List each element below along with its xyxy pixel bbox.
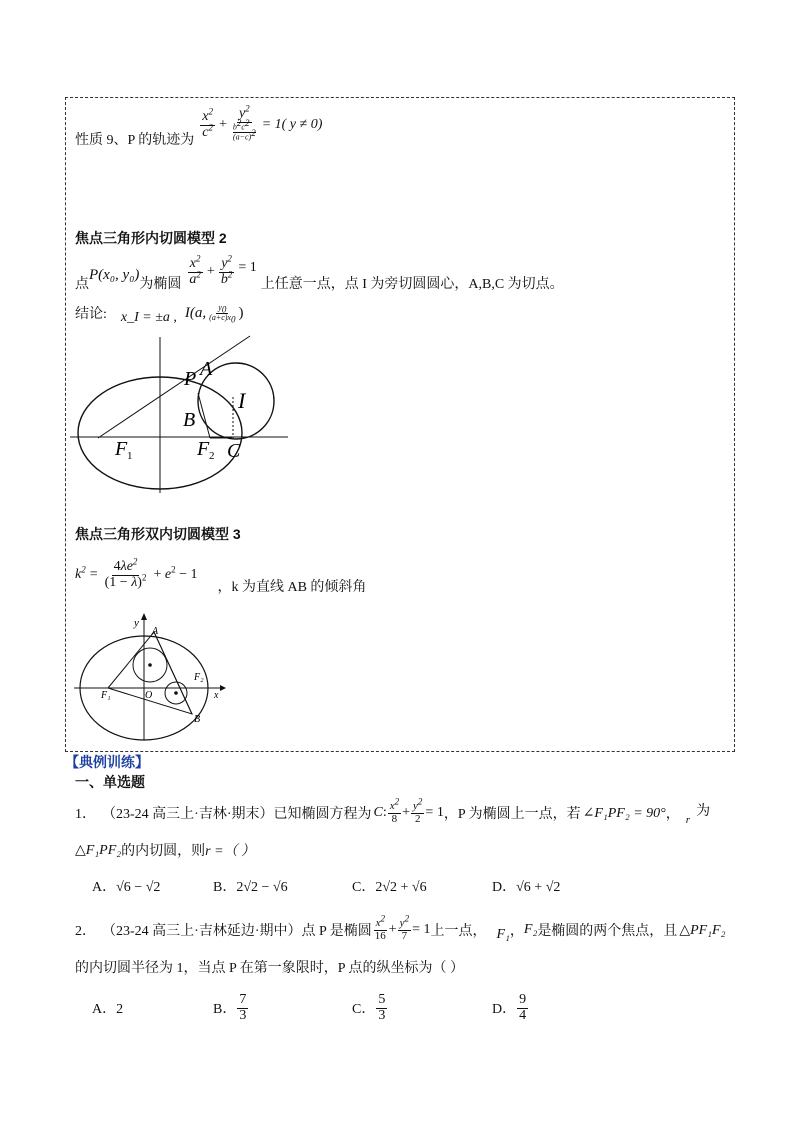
m3-y-arrow [141, 613, 147, 620]
q1-num: 1． [75, 807, 96, 822]
property-9: 性质 9、P 的轨迹为 $\frac{x^2}{c^2}$ + $y^2$ $b^2c^2$ $(a-c)^2$ = 1( y ≠ 0) [75, 103, 323, 148]
point-expr: P(x₀, y₀) [89, 266, 140, 283]
label-p: P [184, 368, 197, 390]
q1-source: （23-24 高三上·吉林·期末）已知椭圆方程为 [102, 807, 372, 822]
q1-option-a[interactable]: A．√6 − √2 [92, 880, 161, 895]
prop9-eq-suffix: = 1( y ≠ 0) [261, 117, 323, 132]
q1-line2-a: 的内切圆，则 [121, 844, 206, 859]
model3-title: 焦点三角形双内切圆模型 3 [75, 526, 241, 542]
label-i: I [238, 388, 246, 413]
label-f2: F [197, 438, 210, 460]
model2-conclusion: 结论: x_I = ±a , I(a, $\frac{y_0}{(a+c)x_0}$ ) [75, 303, 244, 325]
model2-title: 焦点三角形内切圆模型 2 [75, 230, 227, 246]
conclusion-label: 结论: [75, 307, 107, 322]
label-b: B [183, 409, 196, 431]
m3-label-f2: F₂ [194, 672, 204, 683]
q1-text-a: ，P 为椭圆上一点，若 [443, 807, 581, 822]
question-1: 1． （23-24 高三上·吉林·期末）已知椭圆方程为 C : $\frac{x^2}{8}$ + $\frac{y^2}{2}$ = 1 ，P 为椭圆上一点，若 ∠F₁PF₂ = 90° ， r 为 [75, 796, 711, 826]
line-p-f2 [198, 393, 210, 438]
q2-f1: F₁ [496, 927, 510, 942]
line-f1-a [98, 336, 250, 438]
m3-label-b: B [194, 714, 201, 725]
q1-angle: ∠F₁PF₂ = 90° [582, 805, 666, 821]
conclusion-x: x_I = ±a , [120, 310, 177, 325]
model2-eq-rhs: = 1 [238, 260, 257, 275]
model3-frac: $\frac{4\lambda e^2}{(1 - \lambda)^2}$ [104, 556, 147, 590]
label-f1: F [115, 438, 128, 460]
section-title: 一、单选题 [75, 774, 145, 790]
q2-frac-x: $\frac{x^2}{16}$ [374, 913, 386, 942]
m3-center-2 [174, 691, 178, 695]
model3-k-desc: ，k 为直线 AB 的倾斜角 [217, 580, 367, 595]
q1-option-c[interactable]: C．2√2 + √6 [352, 880, 427, 895]
m3-label-o: O [145, 690, 153, 701]
q1-text-b: ， [665, 807, 680, 822]
prop9-frac-y: $y^2$ $b^2c^2$ $(a-c)^2$ [232, 103, 256, 142]
q2-options [92, 985, 692, 1031]
model2-statement: 点 P(x₀, y₀) 为椭圆 $\frac{x^2}{a^2}$ + $\frac{y^2}{b^2}$ = 1 上任意一点，点 I 为旁切圆圆心，A,B,C 为切点。 [75, 253, 564, 292]
model2-figure [70, 335, 290, 495]
q1-option-d[interactable]: D．√6 + √2 [492, 880, 561, 895]
prop9-frac-x: $\frac{x^2}{c^2}$ [202, 106, 213, 140]
label-c: C [227, 440, 241, 462]
m3-label-x: x [214, 690, 219, 701]
conclusion-frac: $\frac{y_0}{(a+c)x_0}$ [209, 303, 236, 325]
question-1-line2 [75, 840, 255, 860]
q2-option-b[interactable]: B． $\frac{7}{3}$ [213, 991, 247, 1023]
model3-figure [70, 608, 230, 748]
label-f1-sub: 1 [127, 450, 133, 462]
q1-text-c: 为 [696, 804, 711, 819]
label-f2-sub: 2 [209, 450, 215, 462]
model3-formula: $k^2$ = $\frac{4\lambda e^2}{(1 - \lambda)^2}$ + $e^2 - 1$ ，k 为直线 AB 的倾斜角 [75, 556, 367, 595]
q1-line2-b: r =（ ） [205, 844, 256, 859]
practice-header: 【典例训练】 [65, 754, 149, 770]
m3-label-f1: F₁ [101, 690, 111, 701]
ellipse-word: 为椭圆 [139, 277, 182, 292]
m3-center-1 [148, 663, 152, 667]
q2-text-b: 是椭圆的两个焦点，且 [537, 924, 678, 939]
q2-option-a[interactable]: A．2 [92, 1002, 124, 1017]
model2-desc: 上任意一点，点 I 为旁切圆圆心，A,B,C 为切点。 [260, 277, 564, 292]
q2-option-c[interactable]: C． $\frac{5}{3}$ [352, 991, 386, 1023]
q2-comma: ， [509, 924, 524, 939]
q2-line2: 的内切圆半径为 1，当点 P 在第一象限时，P 点的纵坐标为（ ） [75, 961, 465, 976]
q2-option-d[interactable]: D． $\frac{9}{4}$ [492, 991, 527, 1023]
q2-text-a: 上一点， [430, 924, 487, 939]
q2-triangle: △PF₁F₂ [679, 922, 726, 938]
q1-r: r [685, 814, 691, 826]
q1-option-b[interactable]: B．2√2 − √6 [213, 880, 288, 895]
q2-num: 2． [75, 924, 96, 939]
q1-frac-y: $\frac{y^2}{2}$ [413, 796, 423, 825]
q2-source: （23-24 高三上·吉林延边·期中）点 P 是椭圆 [102, 924, 372, 939]
property-9-label: 性质 9、P 的轨迹为 [75, 133, 195, 148]
model2-frac-y: $\frac{y^2}{b^2}$ [220, 253, 233, 287]
m3-x-arrow [220, 685, 226, 691]
m3-line-ab [154, 632, 192, 714]
q2-f2: F₂ [523, 922, 538, 937]
m3-label-y: y [134, 617, 139, 629]
m3-label-a: A [152, 626, 159, 637]
conclusion-i: I(a, [184, 304, 207, 321]
model2-frac-x: $\frac{x^2}{a^2}$ [189, 253, 201, 287]
point-prefix: 点 [75, 277, 89, 292]
q1-options [92, 876, 692, 896]
q1-triangle: △F₁PF₂ [75, 842, 122, 858]
question-2: 2． （23-24 高三上·吉林延边·期中）点 P 是椭圆 $\frac{x^2}{16}$ + $\frac{y^2}{7}$ = 1 上一点， F₁ ， F₂ 是椭圆的两个焦点，且 △PF₁F₂ [75, 913, 726, 942]
label-a: A [200, 358, 213, 380]
q2-frac-y: $\frac{y^2}{7}$ [399, 913, 410, 942]
q1-frac-x: $\frac{x^2}{8}$ [389, 796, 400, 825]
